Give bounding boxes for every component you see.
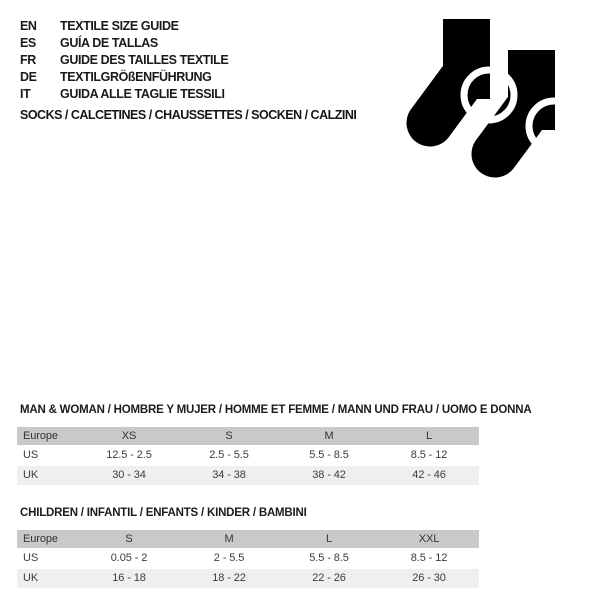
size-value: 2 - 5.5	[213, 552, 245, 564]
row-label: US	[23, 449, 39, 461]
size-value: 18 - 22	[212, 572, 246, 584]
language-row	[20, 18, 228, 35]
table-title: MAN & WOMAN / HOMBRE Y MUJER / HOMME ET FEMME / MANN UND FRAU / UOMO E DONNA	[20, 404, 532, 416]
size-table-man-woman	[17, 404, 532, 486]
row-label: US	[23, 552, 39, 564]
table-row	[17, 466, 479, 485]
language-label: TEXTILGRÖßENFÜHRUNG	[60, 70, 212, 84]
size-table	[17, 427, 479, 485]
table-row	[17, 446, 479, 465]
language-row	[20, 52, 228, 69]
size-value: 0.05 - 2	[110, 552, 148, 564]
size-value: 38 - 42	[312, 469, 346, 481]
language-code: EN	[20, 19, 37, 33]
column-header: L	[425, 430, 433, 442]
size-table	[17, 530, 479, 588]
size-value: 5.5 - 8.5	[309, 449, 349, 461]
size-value: 2.5 - 5.5	[209, 449, 249, 461]
column-header: XXL	[418, 533, 440, 545]
socks-icon	[405, 3, 585, 183]
language-code: IT	[20, 87, 31, 101]
language-label: GUIDA ALLE TAGLIE TESSILI	[60, 87, 225, 101]
column-header: S	[225, 430, 233, 442]
category-title: SOCKS / CALCETINES / CHAUSSETTES / SOCKEN / CALZINI	[20, 108, 357, 122]
size-value: 8.5 - 12	[410, 552, 448, 564]
language-label: GUIDE DES TAILLES TEXTILE	[60, 53, 229, 67]
row-label: UK	[23, 572, 39, 584]
table-row	[17, 569, 479, 588]
table-title: CHILDREN / INFANTIL / ENFANTS / KINDER / BAMBINI	[20, 507, 307, 519]
size-value: 22 - 26	[312, 572, 346, 584]
language-row	[20, 69, 228, 86]
column-header: XS	[121, 430, 137, 442]
size-value: 8.5 - 12	[410, 449, 448, 461]
table-header-row	[17, 530, 479, 548]
size-value: 30 - 34	[112, 469, 146, 481]
size-value: 34 - 38	[212, 469, 246, 481]
language-code: DE	[20, 70, 37, 84]
size-value: 12.5 - 2.5	[106, 449, 152, 461]
size-value: 26 - 30	[412, 572, 446, 584]
language-label: GUÍA DE TALLAS	[60, 36, 158, 50]
language-row	[20, 35, 228, 52]
column-header: Europe	[23, 533, 58, 545]
size-table-children	[17, 507, 479, 589]
table-row	[17, 549, 479, 568]
size-value: 16 - 18	[112, 572, 146, 584]
size-value: 5.5 - 8.5	[309, 552, 349, 564]
language-code: ES	[20, 36, 36, 50]
size-value: 42 - 46	[412, 469, 446, 481]
language-label: TEXTILE SIZE GUIDE	[60, 19, 179, 33]
column-header: Europe	[23, 430, 58, 442]
column-header: S	[125, 533, 133, 545]
language-row	[20, 86, 228, 103]
language-code: FR	[20, 53, 36, 67]
table-header-row	[17, 427, 479, 445]
column-header: L	[325, 533, 333, 545]
language-legend	[20, 18, 228, 103]
column-header: M	[224, 533, 234, 545]
row-label: UK	[23, 469, 39, 481]
column-header: M	[324, 430, 334, 442]
